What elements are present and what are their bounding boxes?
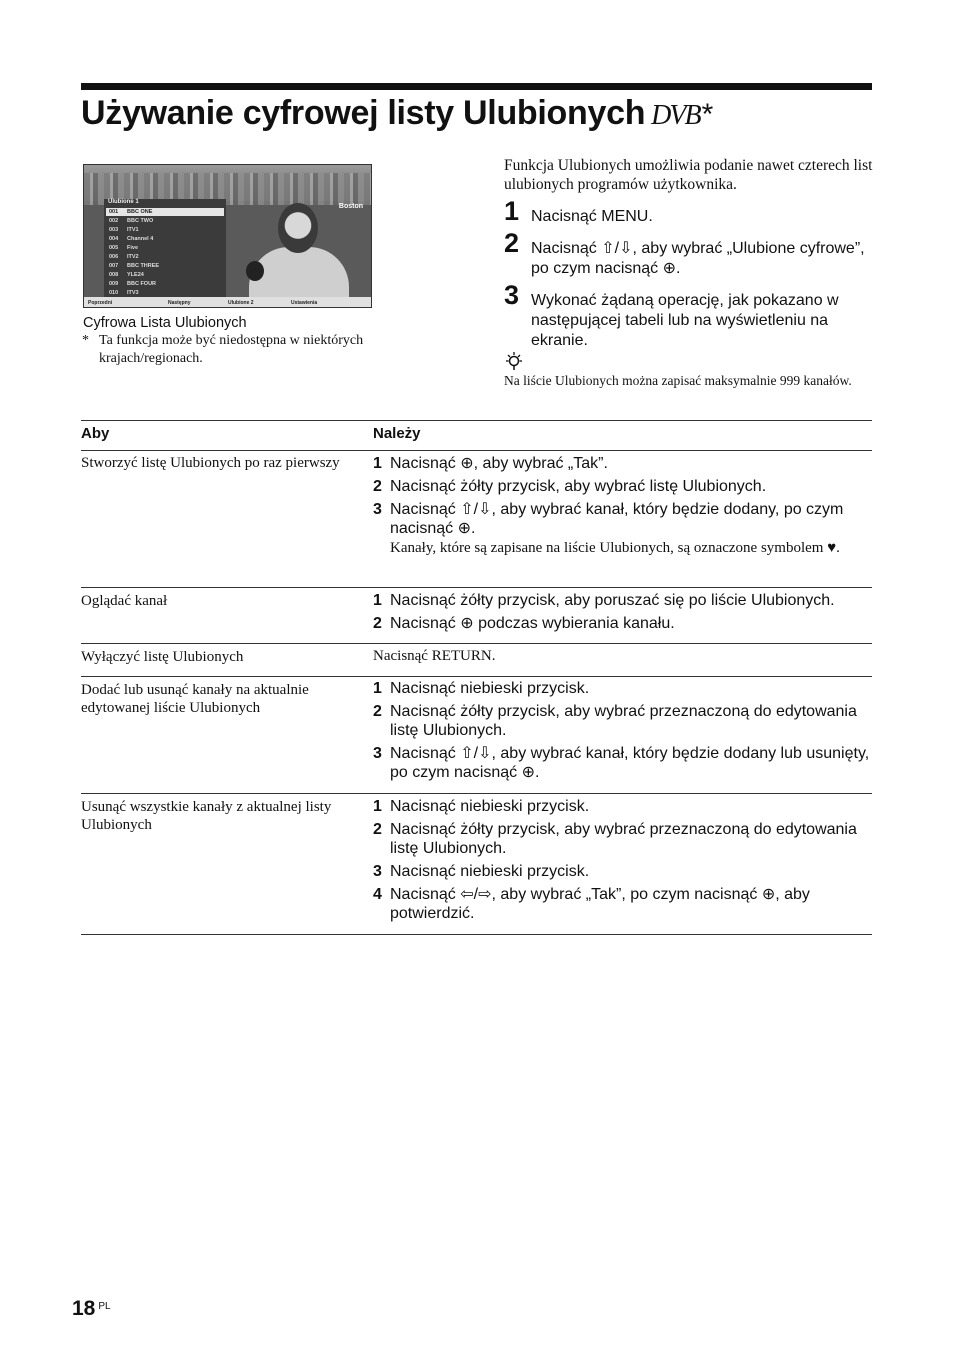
action-step: 1 Nacisnąć żółty przycisk, aby poruszać się po liście Ulubionych.: [373, 592, 835, 609]
intro-text: Funkcja Ulubionych umożliwia podanie nawet czterech list ulubionych programów użytkownika.: [504, 157, 873, 193]
hint-lightbulb-icon: [505, 352, 523, 372]
header-aby: Aby: [81, 425, 110, 442]
tv-channel-row: 002 BBC TWO: [109, 218, 154, 224]
tv-channel-row: 007 BBC THREE: [109, 263, 160, 269]
row-actions: [373, 679, 872, 786]
step-text: Nacisnąć MENU.: [531, 208, 653, 225]
tv-panel-title: Ulubione 1: [108, 199, 139, 205]
action-step: 2 Nacisnąć ⊕ podczas wybierania kanału.: [373, 615, 675, 632]
step-number: 1: [504, 196, 520, 226]
action-step: 3 Nacisnąć ⇧/⇩, aby wybrać kanał, który będzie dodany lub usunięty, po czym nacisnąć ⊕.: [373, 745, 870, 781]
step-text: Nacisnąć ⇧/⇩, aby wybrać „Ulubione cyfrowe”, po czym nacisnąć ⊕.: [531, 240, 865, 277]
tv-footer-settings: Ustawienia: [291, 300, 318, 306]
row-actions: [373, 797, 872, 927]
action-step: 3 Nacisnąć ⇧/⇩, aby wybrać kanał, który będzie dodany, po czym nacisnąć ⊕.: [373, 501, 844, 537]
tv-favourites-screenshot: [83, 164, 372, 308]
page-title: Używanie cyfrowej listy Ulubionych DVB*: [81, 94, 713, 132]
row-rule: [81, 793, 872, 794]
figure-caption: Cyfrowa Lista Ulubionych: [83, 315, 247, 331]
footnote-mark: *: [82, 333, 89, 348]
tv-footer-next: Następny: [168, 300, 191, 306]
tv-channel-row: 006 ITV2: [109, 254, 139, 260]
tv-channel-row: 001 BBC ONE: [106, 208, 224, 216]
tv-footer-prev: Poprzedni: [88, 300, 113, 306]
tv-channel-row: 010 ITV3: [109, 290, 139, 296]
tv-channel-row: 008 YLE24: [109, 272, 144, 278]
title-asterisk: *: [701, 98, 713, 131]
row-rule: [81, 676, 872, 677]
tv-location-label: Boston: [338, 203, 363, 210]
step-number: 3: [504, 280, 520, 310]
row-action-plain: Nacisnąć RETURN.: [373, 648, 496, 664]
action-step: 1 Nacisnąć niebieski przycisk.: [373, 798, 590, 815]
action-step: 1 Nacisnąć ⊕, aby wybrać „Tak”.: [373, 455, 608, 472]
dvb-logo: DVB: [651, 100, 700, 131]
tv-channel-row: 005 Five: [109, 245, 139, 251]
row-label: Oglądać kanał: [81, 593, 168, 609]
step-number: 2: [504, 228, 520, 258]
step-text: Wykonać żądaną operację, jak pokazano w następującej tabeli lub na wyświetleniu na ekranie.: [531, 292, 839, 349]
row-label: Stworzyć listę Ulubionych po raz pierwszy: [81, 455, 340, 471]
header-nalezy: Należy: [373, 425, 421, 442]
page-language: PL: [98, 1301, 111, 1312]
action-step: 4 Nacisnąć ⇦/⇨, aby wybrać „Tak”, po czym nacisnąć ⊕, aby potwierdzić.: [373, 886, 810, 922]
footnote-text: Ta funkcja może być niedostępna w niektórych krajach/regionach.: [99, 333, 364, 366]
action-step: 3 Nacisnąć niebieski przycisk.: [373, 863, 590, 880]
row-label: Usunąć wszystkie kanały z aktualnej listy Ulubionych: [81, 799, 332, 833]
action-step: 2 Nacisnąć żółty przycisk, aby wybrać listę Ulubionych.: [373, 478, 767, 495]
table-top-rule: [81, 420, 872, 421]
action-step: 2 Nacisnąć żółty przycisk, aby wybrać przeznaczoną do edytowania listę Ulubionych.: [373, 703, 857, 739]
presenter-image: [234, 195, 354, 305]
microphone-icon: [246, 261, 264, 281]
page-number: 18 $^{PL}$: [72, 1297, 111, 1320]
row-rule: [81, 643, 872, 644]
title-rule: [81, 83, 872, 90]
tv-channel-row: 009 BBC FOUR: [109, 281, 157, 287]
row-actions: [373, 454, 872, 557]
presenter-head: [278, 203, 318, 253]
tv-channel-row: 003 ITV1: [109, 227, 139, 233]
row-actions: [373, 591, 872, 637]
action-step: 1 Nacisnąć niebieski przycisk.: [373, 680, 590, 697]
table-header-rule: [81, 450, 872, 451]
row-label: Dodać lub usunąć kanały na aktualnie edytowanej liście Ulubionych: [81, 682, 309, 716]
action-step: 2 Nacisnąć żółty przycisk, aby wybrać przeznaczoną do edytowania listę Ulubionych.: [373, 821, 857, 857]
row-rule: [81, 587, 872, 588]
tv-channel-row: 004 Channel 4: [109, 236, 154, 242]
row-label: Wyłączyć listę Ulubionych: [81, 649, 244, 665]
table-bottom-rule: [81, 934, 872, 935]
hint-text: Na liście Ulubionych można zapisać maksymalnie 999 kanałów.: [504, 373, 852, 388]
tv-footer-fav2: Ulubione 2: [228, 300, 254, 306]
action-note: Kanały, które są zapisane na liście Ulubionych, są oznaczone symbolem ♥.: [390, 540, 840, 556]
footnote: [82, 332, 422, 368]
